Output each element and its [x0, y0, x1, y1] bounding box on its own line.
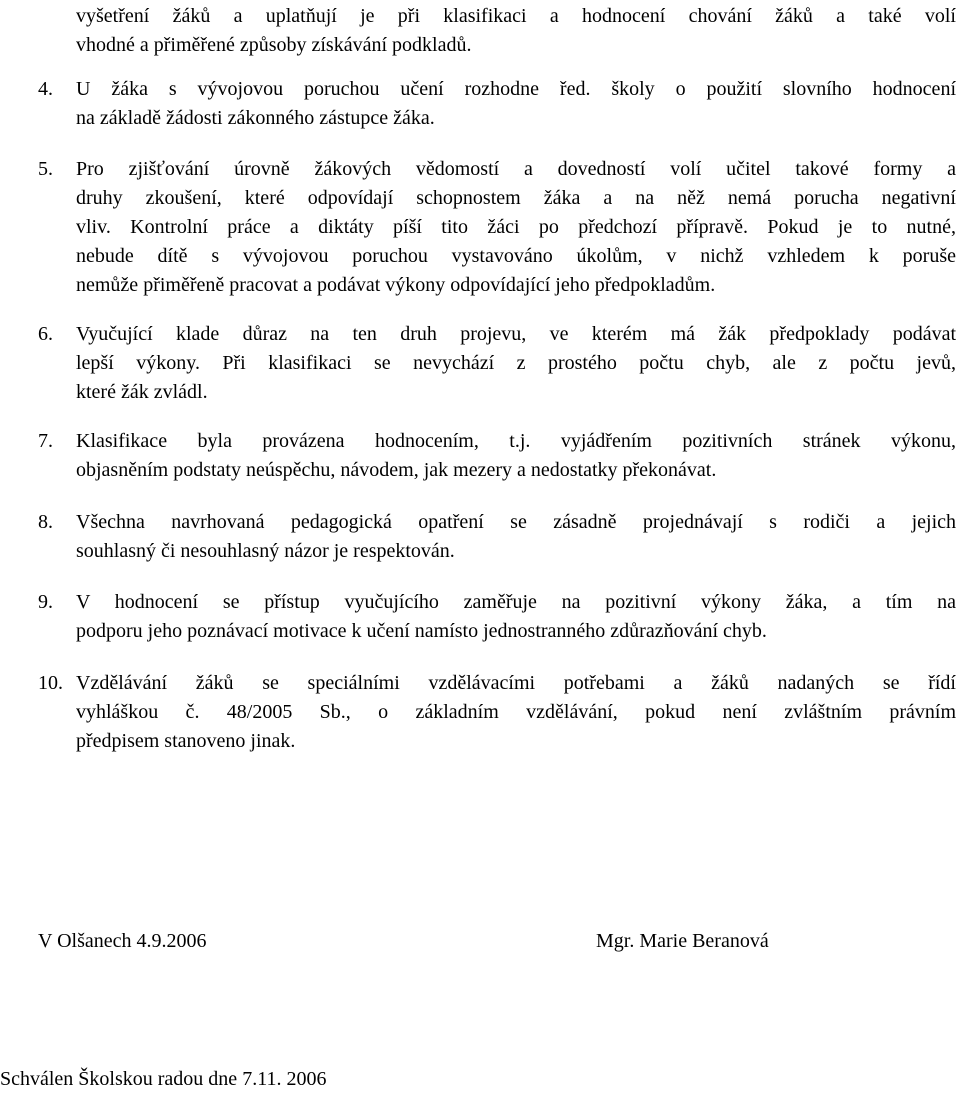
paragraph-line: nebude dítě s vývojovou poruchou vystavováno úkolům, v nichž vzhledem k poruše — [76, 245, 956, 267]
item-text — [76, 427, 956, 485]
list-item-6 — [38, 320, 956, 407]
item-text — [76, 588, 956, 646]
paragraph-line: druhy zkoušení, které odpovídají schopnostem žáka a na něž nemá porucha negativní — [76, 187, 956, 209]
paragraph-line: vyhláškou č. 48/2005 Sb., o základním vzdělávání, pokud není zvláštním právním — [76, 701, 956, 723]
paragraph-line: vyšetření žáků a uplatňují je při klasifikaci a hodnocení chování žáků a také volí — [76, 5, 956, 27]
list-item-10 — [38, 669, 956, 756]
list-item-5 — [38, 155, 956, 300]
paragraph-line: Pro zjišťování úrovně žákových vědomostí a dovedností volí učitel takové formy a — [76, 158, 956, 180]
approval-note: Schválen Školskou radou dne 7.11. 2006 — [0, 1068, 327, 1090]
list-item-7 — [38, 427, 956, 485]
paragraph-line: vliv. Kontrolní práce a diktáty píší tito žáci po předchozí přípravě. Pokud je to nutné, — [76, 216, 956, 238]
paragraph-line: vhodné a přiměřené způsoby získávání podkladů. — [76, 34, 472, 56]
item-text — [76, 75, 956, 133]
intro-paragraph — [76, 2, 956, 60]
item-text — [76, 155, 956, 300]
item-number: 4. — [38, 78, 53, 100]
list-item-8 — [38, 508, 956, 566]
item-number: 8. — [38, 511, 53, 533]
item-number: 5. — [38, 158, 53, 180]
paragraph-line: Všechna navrhovaná pedagogická opatření se zásadně projednávají s rodiči a jejich — [76, 511, 956, 533]
place-date: V Olšanech 4.9.2006 — [38, 930, 207, 952]
paragraph-line: objasněním podstaty neúspěchu, návodem, jak mezery a nedostatky překonávat. — [76, 459, 717, 481]
paragraph-line: souhlasný či nesouhlasný názor je respektován. — [76, 540, 455, 562]
paragraph-line: podporu jeho poznávací motivace k učení namísto jednostranného zdůrazňování chyb. — [76, 620, 767, 642]
paragraph-line: V hodnocení se přístup vyučujícího zaměřuje na pozitivní výkony žáka, a tím na — [76, 591, 956, 613]
item-number: 6. — [38, 323, 53, 345]
paragraph-line: U žáka s vývojovou poruchou učení rozhodne řed. školy o použití slovního hodnocení — [76, 78, 956, 100]
paragraph-line: které žák zvládl. — [76, 381, 208, 403]
paragraph-line: na základě žádosti zákonného zástupce žáka. — [76, 107, 435, 129]
list-item-9 — [38, 588, 956, 646]
item-text — [76, 320, 956, 407]
paragraph-line: lepší výkony. Při klasifikaci se nevychází z prostého počtu chyb, ale z počtu jevů, — [76, 352, 956, 374]
paragraph-line: Klasifikace byla provázena hodnocením, t.j. vyjádřením pozitivních stránek výkonu, — [76, 430, 956, 452]
paragraph-line: Vyučující klade důraz na ten druh projevu, ve kterém má žák předpoklady podávat — [76, 323, 956, 345]
item-number: 9. — [38, 591, 53, 613]
signatory-name: Mgr. Marie Beranová — [596, 930, 769, 952]
paragraph-line: předpisem stanoveno jinak. — [76, 730, 296, 752]
item-text — [76, 508, 956, 566]
paragraph-line: Vzdělávání žáků se speciálními vzdělávacími potřebami a žáků nadaných se řídí — [76, 672, 956, 694]
item-text — [76, 669, 956, 756]
item-number: 10. — [38, 672, 63, 694]
item-number: 7. — [38, 430, 53, 452]
paragraph-line: nemůže přiměřeně pracovat a podávat výkony odpovídající jeho předpokladům. — [76, 274, 716, 296]
list-item-4 — [38, 75, 956, 133]
